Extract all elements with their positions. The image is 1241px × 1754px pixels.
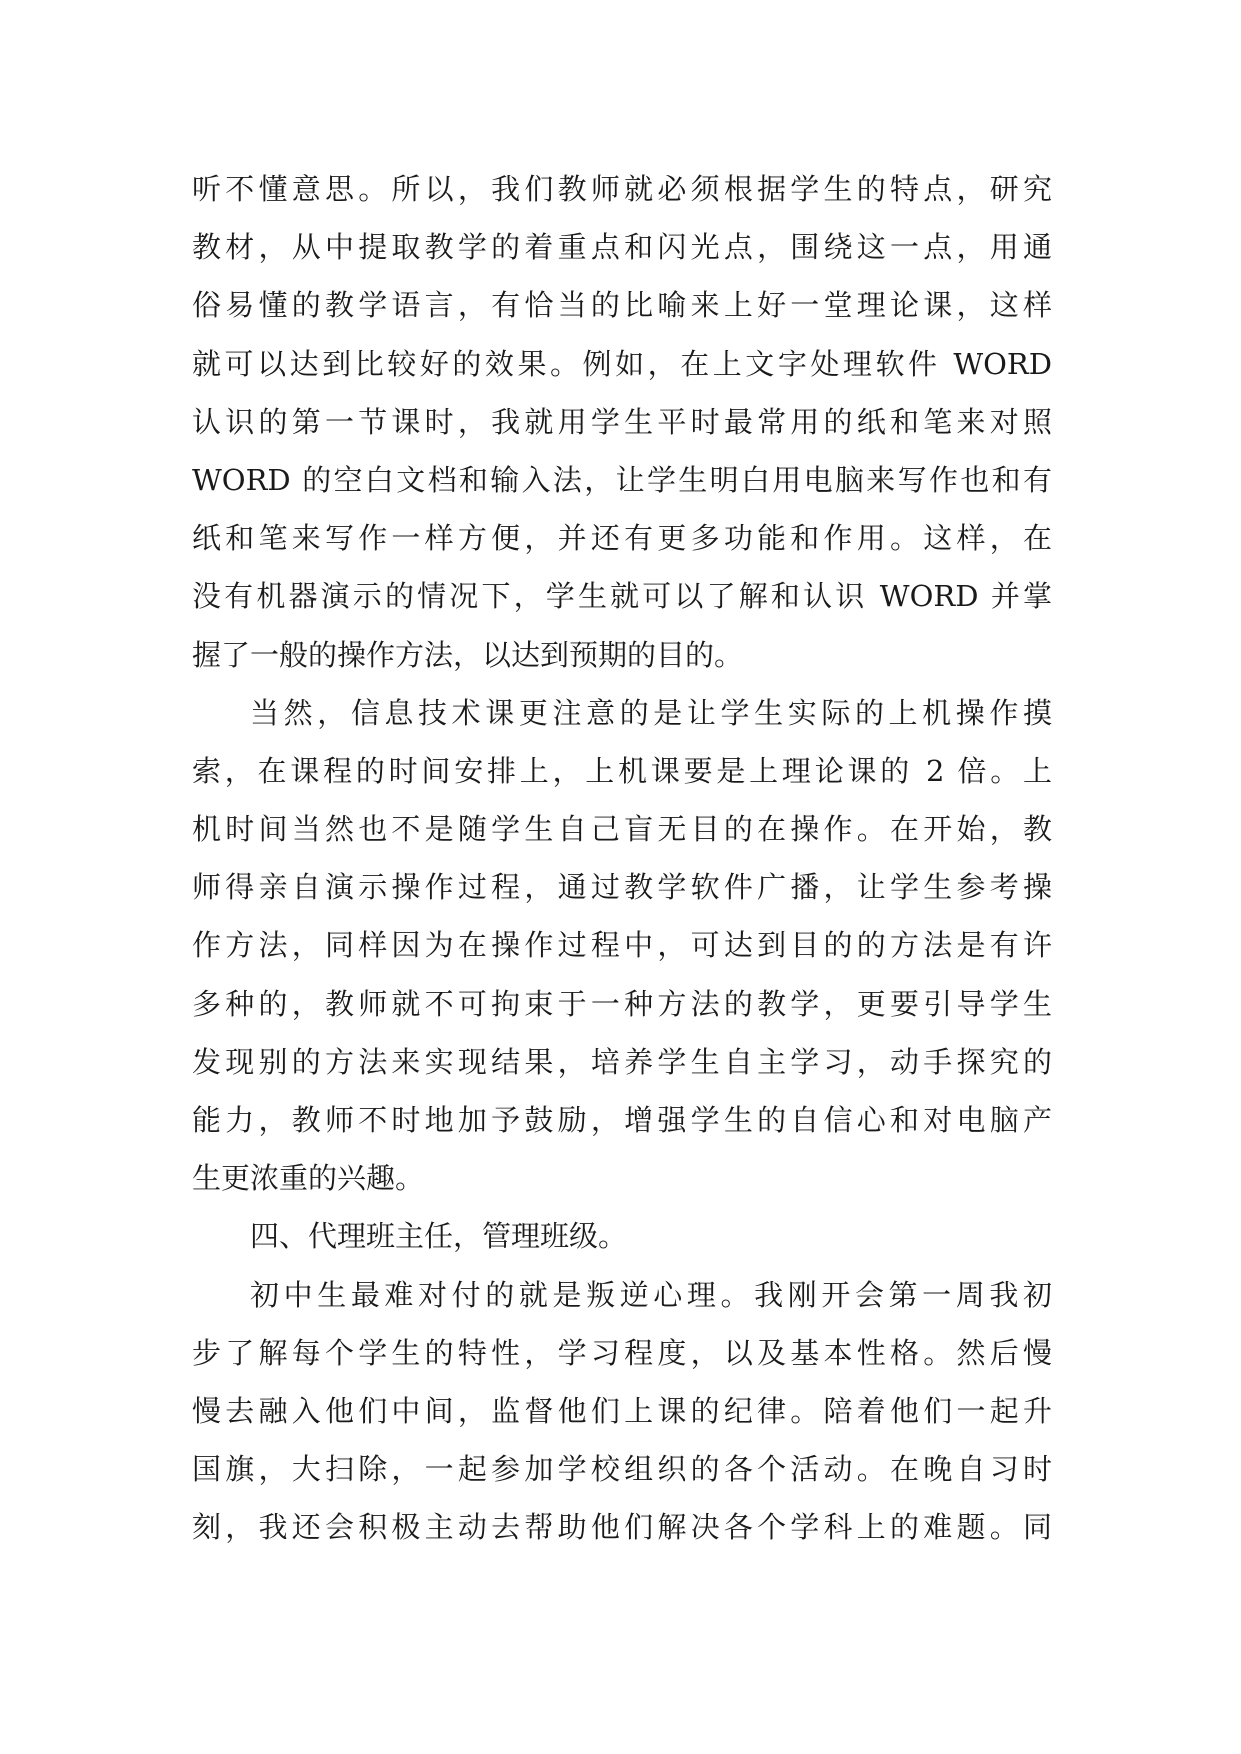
text-line: 发现别的方法来实现结果，培养学生自主学习，动手探究的 xyxy=(192,1044,1052,1079)
text-line: 握了一般的操作方法，以达到预期的目的。 xyxy=(192,637,744,672)
text-line: 刻，我还会积极主动去帮助他们解决各个学科上的难题。同 xyxy=(192,1510,1052,1545)
text-line: 国旗，大扫除，一起参加学校组织的各个活动。在晚自习时 xyxy=(192,1452,1052,1487)
text-line: 俗易懂的教学语言，有恰当的比喻来上好一堂理论课，这样 xyxy=(192,288,1052,323)
text-line: 师得亲自演示操作过程，通过教学软件广播，让学生参考操 xyxy=(192,870,1052,905)
text-line: 纸和笔来写作一样方便，并还有更多功能和作用。这样，在 xyxy=(192,521,1052,556)
text-line: 生更浓重的兴趣。 xyxy=(192,1161,425,1196)
text-line: 作方法，同样因为在操作过程中，可达到目的的方法是有许 xyxy=(192,928,1052,963)
text-line: 听不懂意思。所以，我们教师就必须根据学生的特点，研究 xyxy=(192,172,1052,206)
text-line: 慢去融入他们中间，监督他们上课的纪律。陪着他们一起升 xyxy=(192,1393,1052,1428)
text-line: 就可以达到比较好的效果。例如，在上文字处理软件 WORD xyxy=(192,346,1052,381)
text-line: WORD 的空白文档和输入法，让学生明白用电脑来写作也和有 xyxy=(192,462,1052,497)
text-line: 索，在课程的时间安排上，上机课要是上理论课的 2 倍。上 xyxy=(192,753,1052,788)
text-line: 当然，信息技术课更注意的是让学生实际的上机操作摸 xyxy=(250,695,1052,730)
text-line: 认识的第一节课时，我就用学生平时最常用的纸和笔来对照 xyxy=(192,404,1052,439)
text-line: 能力，教师不时地加予鼓励，增强学生的自信心和对电脑产 xyxy=(192,1103,1052,1137)
text-line: 没有机器演示的情况下，学生就可以了解和认识 WORD 并掌 xyxy=(192,579,1052,614)
text-line: 多种的，教师就不可拘束于一种方法的教学，更要引导学生 xyxy=(192,986,1052,1021)
text-line: 教材，从中提取教学的着重点和闪光点，围绕这一点，用通 xyxy=(192,230,1052,265)
text-line: 四、代理班主任，管理班级。 xyxy=(250,1219,628,1254)
text-line: 机时间当然也不是随学生自己盲无目的在操作。在开始，教 xyxy=(192,812,1052,847)
text-line: 初中生最难对付的就是叛逆心理。我刚开会第一周我初 xyxy=(250,1277,1052,1312)
text-line: 步了解每个学生的特性，学习程度，以及基本性格。然后慢 xyxy=(192,1335,1052,1370)
document-body xyxy=(192,160,1052,1557)
